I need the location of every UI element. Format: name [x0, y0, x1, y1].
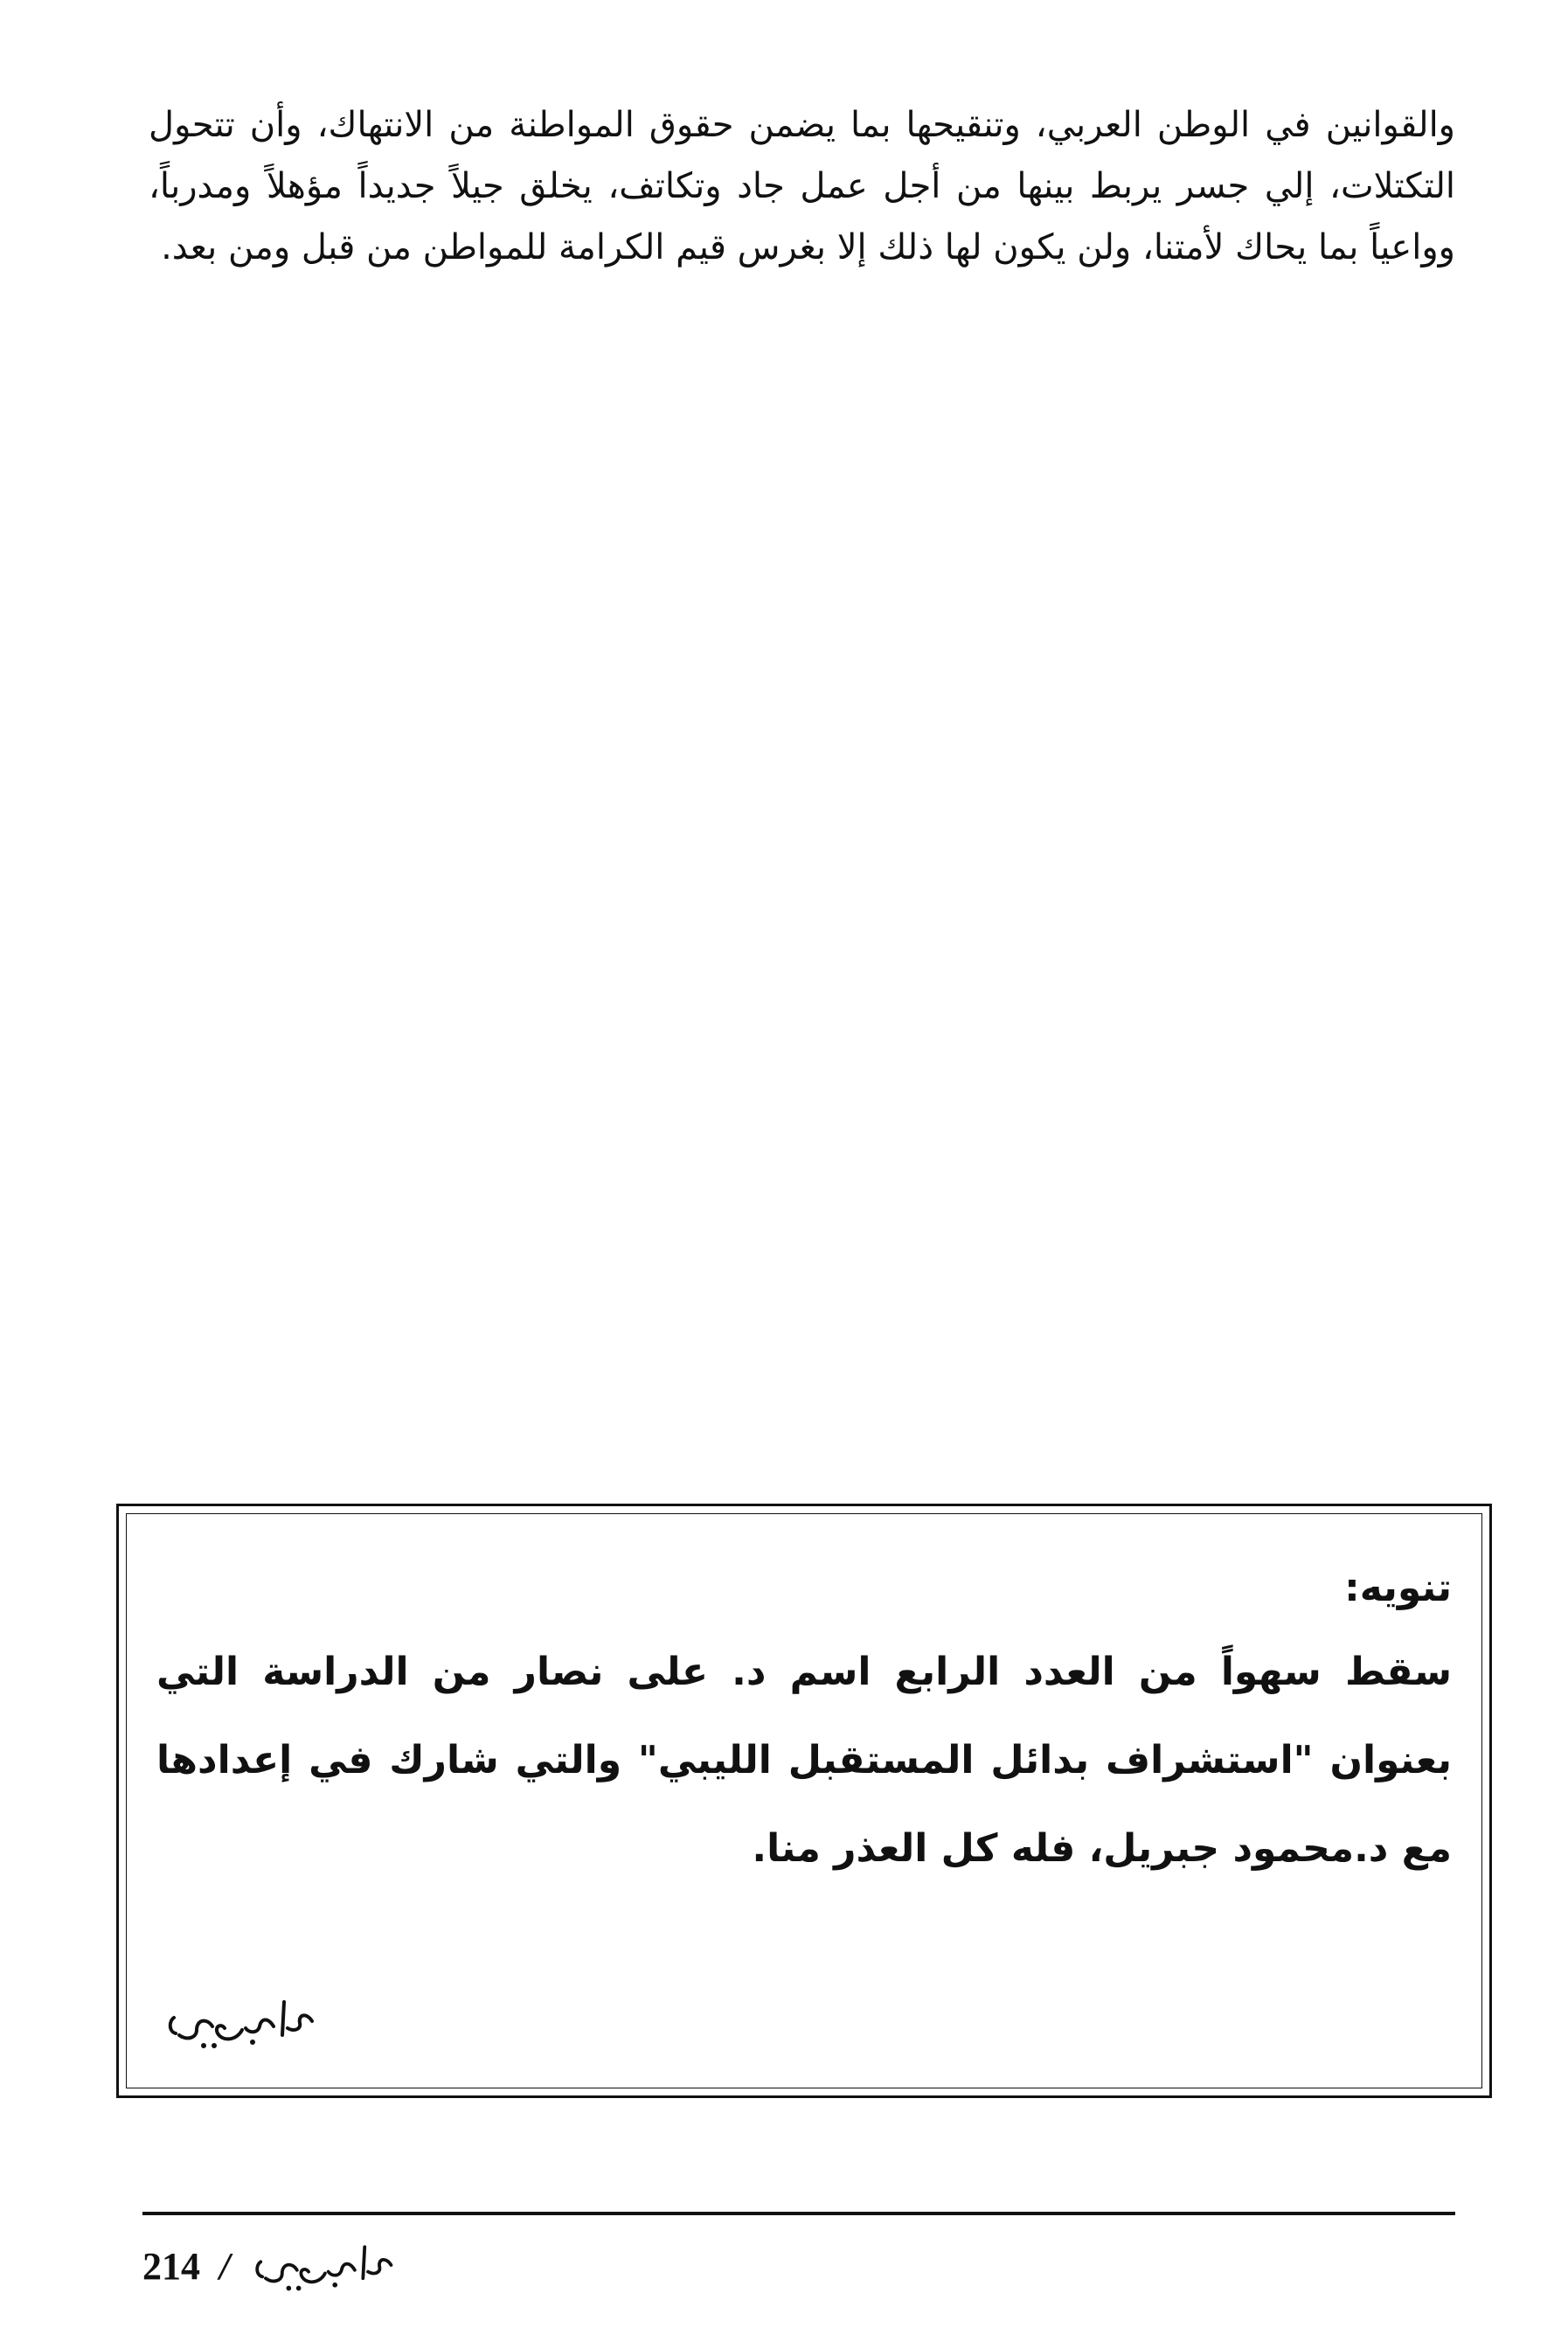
page-number: 214	[142, 2244, 200, 2288]
footer-divider	[142, 2212, 1455, 2215]
page-separator: /	[219, 2244, 231, 2288]
notice-heading: تنويه:	[1344, 1566, 1452, 1610]
notice-box-inner	[126, 1513, 1482, 2088]
body-paragraph: والقوانين في الوطن العربي، وتنقيحها بما يضمن حقوق المواطنة من الانتهاك، وأن تتحول التكتلات، إلي جسر يربط بينها من أجل عمل جاد وتكاتف، يخلق جيلاً جديداً مؤهلاً ومدرباً، وواعياً بما يحاك لأمتنا، ولن يكون لها ذلك إلا بغرس قيم الكرامة للمواطن من قبل ومن بعد.	[149, 105, 1455, 268]
page-footer	[142, 2231, 398, 2301]
journal-logo	[249, 2235, 398, 2297]
signature-logo	[162, 1991, 319, 2053]
notice-box	[116, 1504, 1492, 2098]
notice-text: سقط سهواً من العدد الرابع اسم د. على نصار من الدراسة التي بعنوان "استشراف بدائل المستقبل الليبي" والتي شارك في إعدادها مع د.محمود جبريل، فله كل العذر منا.	[156, 1650, 1452, 1871]
